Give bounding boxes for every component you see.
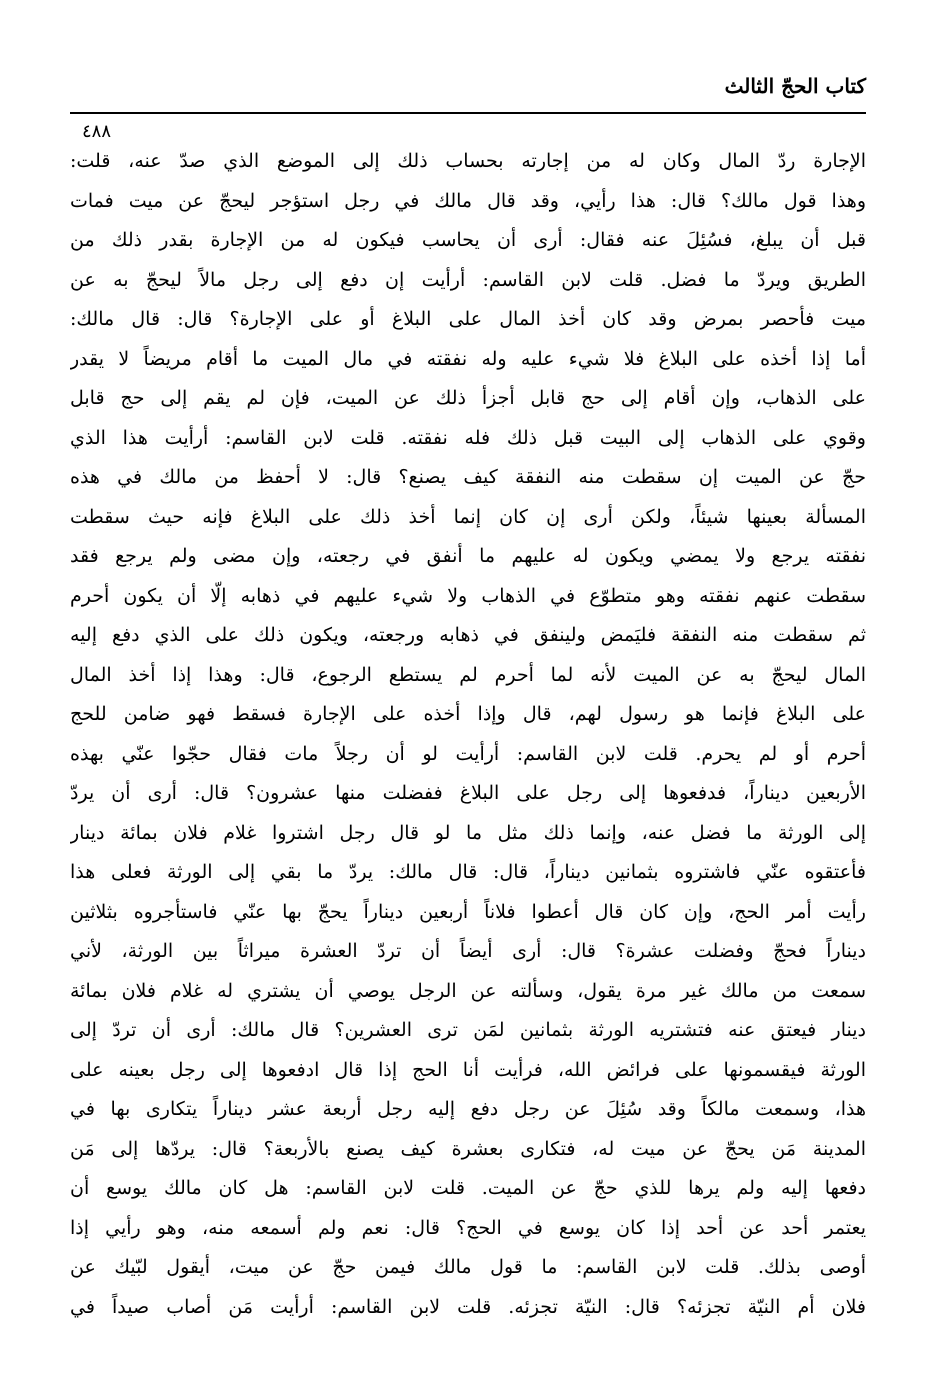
text-line: إلى الورثة ما فضل عنه، وإنما ذلك مثل ما لو قال رجل اشتروا غلام فلان بمائة دينار (70, 821, 866, 844)
text-line: فلان أم النيّة تجزئه؟ قال: النيّة تجزئه. قلت لابن القاسم: أرأيت مَن أصاب صيداً في (70, 1295, 866, 1318)
header-rule (70, 112, 866, 114)
text-line: الإجارة ردّ المال وكان له من إجارته بحساب ذلك إلى الموضع الذي صدّ عنه، قلت: (70, 150, 866, 172)
text-line: حجّ عن الميت إن سقطت منه النفقة كيف يصنع؟ قال: لا أحفظ من مالك في هذه (70, 466, 866, 488)
text-line: يعتمر أحد عن أحد إذا كان يوسع في الحج؟ قال: نعم ولم أسمعه منه، وهو رأيي إذا (70, 1216, 866, 1239)
text-line: على البلاغ فإنما هو رسول لهم، قال وإذا أخذه على الإجارة فسقط فهو ضامن للحج (70, 703, 866, 725)
text-line: رأيت أمر الحج، وإن كان قال أعطوا فلاناً أربعين ديناراً يحجّ بها عنّي فاستأجروه بثلاثين (70, 900, 866, 923)
text-line: هذا، وسمعت مالكاً وقد سُئِلَ عن رجل دفع إليه رجل أربعة عشر ديناراً يتكارى بها في (70, 1098, 866, 1120)
text-line: أوصى بذلك. قلت لابن القاسم: ما قول مالك فيمن حجّ عن ميت، أيقول لبّيك عن (70, 1256, 866, 1278)
text-line: المدينة مَن يحجّ عن ميت له، فتكارى بعشرة كيف يصنع بالأربعة؟ قال: يردّها إلى مَن (70, 1137, 866, 1160)
text-line: الورثة فيقسمونها على فرائض الله، فرأيت أنا الحج إذا قال ادفعوها إلى رجل بعينه على (70, 1058, 866, 1081)
text-line: أما إذا أخذه على البلاغ فلا شيء عليه وله نفقته في مال الميت ما أقام مريضاً لا يقدر (70, 347, 866, 370)
text-line: ميت فأحصر بمرض وقد كان أخذ المال على البلاغ أو على الإجارة؟ قال: قال مالك: (70, 308, 866, 330)
text-line: ثم سقطت منه النفقة فليَمض ولينفق في ذهابه ورجعته، ويكون ذلك على الذي دفع إليه (70, 624, 866, 646)
text-line: أحرم أو لم يحرم. قلت لابن القاسم: أرأيت لو أن رجلاً مات فقال حجّوا عنّي بهذه (70, 742, 866, 765)
text-line: على الذهاب، وإن أقام إلى حج قابل أجزأ ذلك عن الميت، فإن لم يقم إلى حج قابل (70, 387, 866, 409)
text-line: الطريق ويردّ ما فضل. قلت لابن القاسم: أرأيت إن دفع إلى رجل مالاً ليحجّ به عن (70, 268, 866, 291)
text-line: نفقته يرجع ولا يمضي ويكون له عليهم ما أنفق في رجعته، وإن مضى ولم يرجع فقد (70, 545, 866, 567)
text-line: سمعت من مالك غير مرة يقول، وسألته عن الرجل يوصي أن يشتري له غلام فلان بمائة (70, 979, 866, 1002)
body-text (70, 142, 866, 1318)
text-line: سقطت عنهم نفقته وهو متطوّع في الذهاب ولا شيء عليهم في ذهابه إلّا أن يكون أحرم (70, 584, 866, 607)
text-line: المسألة بعينها شيئاً، ولكن أرى إن كان إنما أخذ ذلك على البلاغ فإنه حيث سقطت (70, 505, 866, 528)
text-line: دفعها إليه ولم يرها للذي حجّ عن الميت. قلت لابن القاسم: هل كان مالك يوسع أن (70, 1177, 866, 1199)
text-line: قبل أن يبلغ، فسُئِلَ عنه فقال: أرى أن يحاسب فيكون له من الإجارة بقدر ذلك من (70, 229, 866, 251)
text-line: وقوي على الذهاب إلى البيت قبل ذلك فله نفقته. قلت لابن القاسم: أرأيت هذا الذي (70, 426, 866, 449)
text-line: دينار فيعتق عنه فتشتريه الورثة بثمانين لمَن ترى العشرين؟ قال مالك: أرى أن تردّ إلى (70, 1019, 866, 1041)
text-line: فأعتقوه عنّي فاشتروه بثمانين ديناراً، قال: قال مالك: يردّ ما بقي إلى الورثة فعلى هذا (70, 861, 866, 883)
text-line: الأربعين ديناراً، فدفعوها إلى رجل على البلاغ ففضلت منها عشرون؟ قال: أرى أن يردّ (70, 782, 866, 804)
text-line: وهذا قول مالك؟ قال: هذا رأيي، وقد قال مالك في رجل استؤجر ليحجّ عن ميت فمات (70, 189, 866, 212)
page-number: ٤٨٨ (82, 121, 112, 142)
text-line: المال ليحجّ به عن الميت لأنه لما أحرم لم يستطع الرجوع، قال: وهذا إذا أخذ المال (70, 663, 866, 686)
running-title: كتاب الحجّ الثالث (724, 74, 866, 98)
text-line: ديناراً فحجّ وفضلت عشرة؟ قال: أرى أيضاً أن تردّ العشرة ميراثاً بين الورثة، لأني (70, 940, 866, 962)
